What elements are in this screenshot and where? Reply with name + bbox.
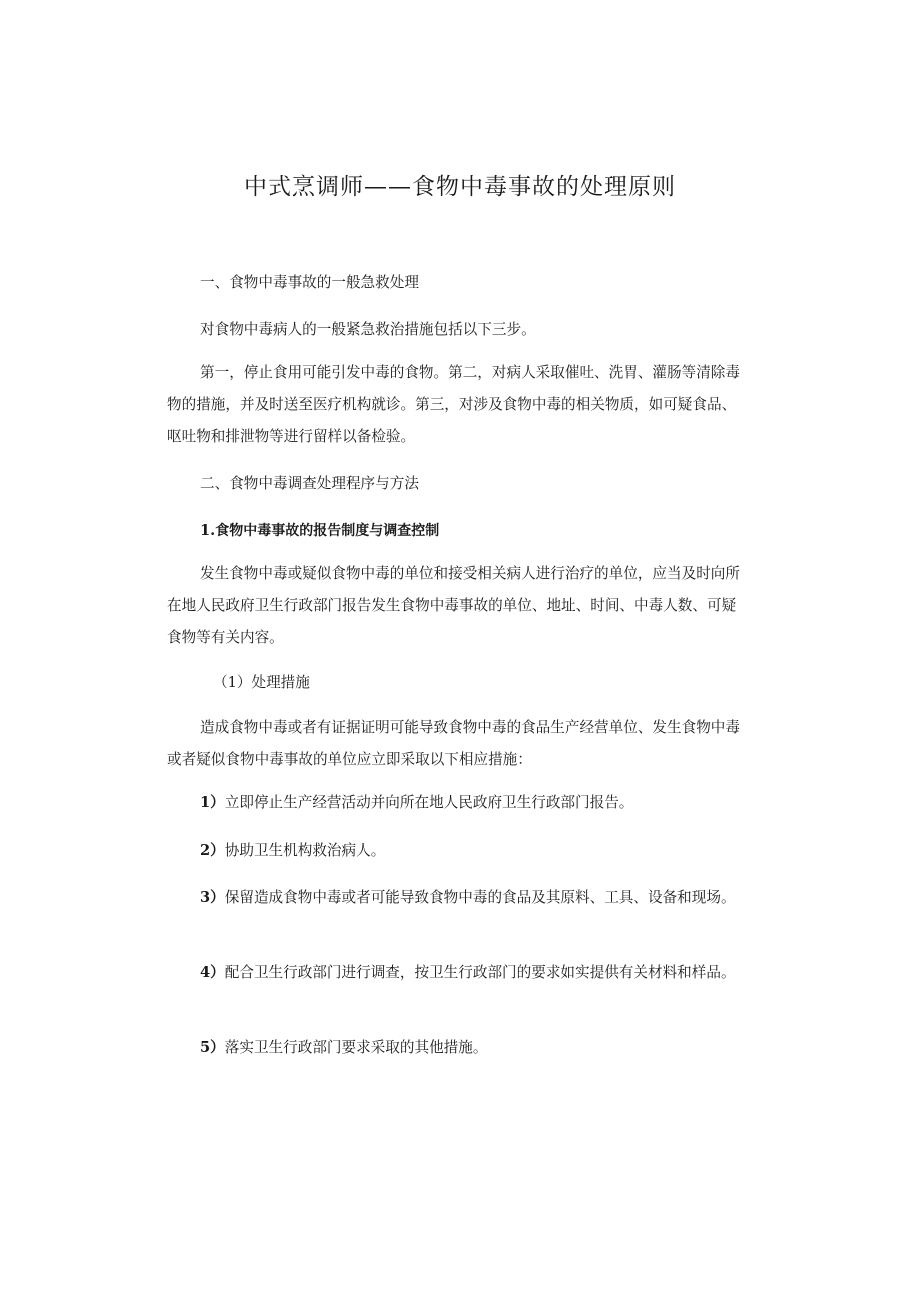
subsection-number: 1.	[200, 522, 216, 539]
list-item-number: 1）	[200, 794, 225, 811]
report-paragraph: 发生食物中毒或疑似食物中毒的单位和接受相关病人进行治疗的单位，应当及时向所在地人民政府卫生行政部门报告发生食物中毒事故的单位、地址、时间、中毒人数、可疑食物等有关内容。	[167, 565, 740, 646]
section1-body: 第一，停止食用可能引发中毒的食物。第二，对病人采取催吐、洗胃、灌肠等清除毒物的措施，并及时送至医疗机构就诊。第三，对涉及食物中毒的相关物质，如可疑食品、呕吐物和排泄物等进行留样以备检验。	[167, 364, 740, 445]
list-item	[167, 835, 745, 867]
section1-intro: 对食物中毒病人的一般紧急救治措施包括以下三步。	[200, 321, 536, 338]
list-item-text: 落实卫生行政部门要求采取的其他措施。	[224, 1039, 488, 1056]
list-item-number: 2）	[200, 842, 225, 859]
measures-heading: （1）处理措施	[213, 674, 310, 691]
subsection-title: 食物中毒事故的报告制度与调查控制	[215, 523, 440, 539]
measures-intro: 造成食物中毒或者有证据证明可能导致食物中毒的食品生产经营单位、发生食物中毒或者疑似食物中毒事故的单位应立即采取以下相应措施：	[167, 719, 740, 768]
section1-heading: 一、食物中毒事故的一般急救处理	[200, 274, 419, 291]
list-item-number: 3）	[200, 889, 225, 906]
section2-heading: 二、食物中毒调查处理程序与方法	[200, 475, 419, 492]
list-item	[167, 882, 745, 914]
list-item-text: 保留造成食物中毒或者可能导致食物中毒的食品及其原料、工具、设备和现场。	[224, 889, 736, 906]
list-item	[167, 787, 745, 819]
list-item-text: 配合卫生行政部门进行调查，按卫生行政部门的要求如实提供有关材料和样品。	[224, 964, 736, 981]
list-item	[167, 1032, 745, 1064]
list-item-number: 5）	[200, 1039, 225, 1056]
list-item-text: 立即停止生产经营活动并向所在地人民政府卫生行政部门报告。	[224, 794, 634, 811]
list-item-number: 4）	[200, 964, 225, 981]
list-item	[167, 957, 745, 989]
list-item-text: 协助卫生机构救治病人。	[224, 842, 386, 859]
document-title: 中式烹调师——食物中毒事故的处理原则	[244, 174, 676, 200]
subsection-heading	[200, 515, 745, 547]
